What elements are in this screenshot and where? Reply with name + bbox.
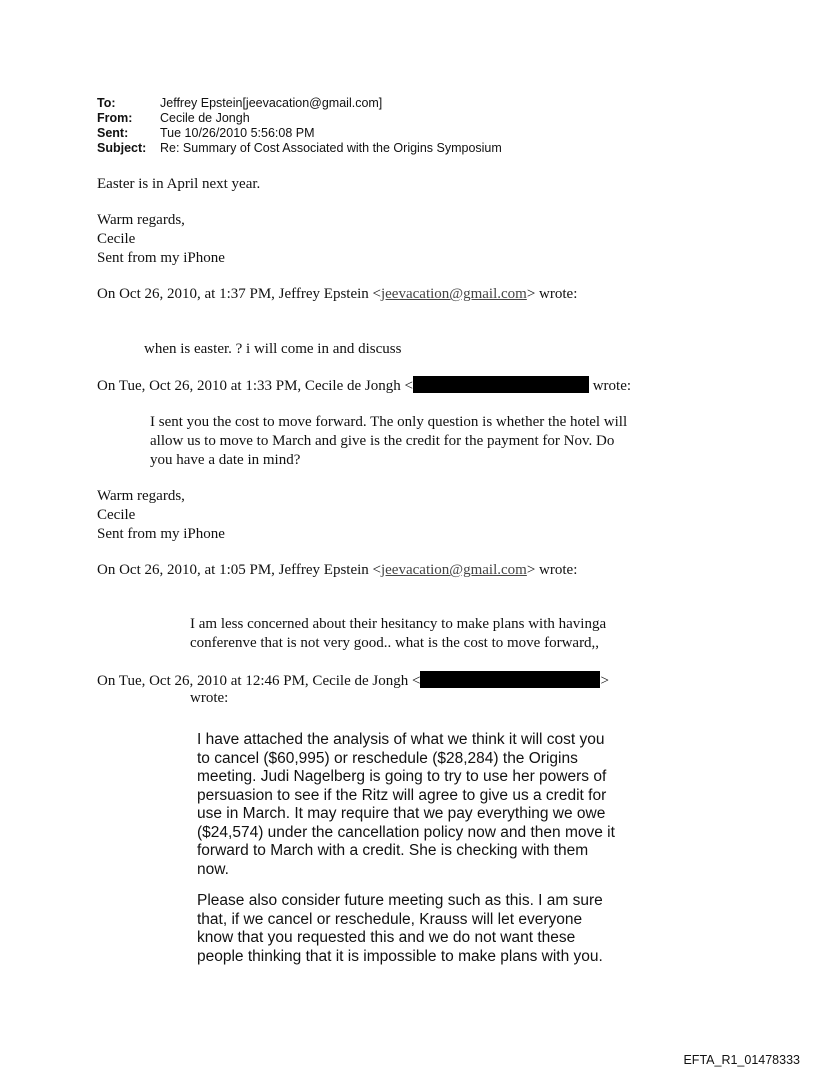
sent-row — [97, 126, 502, 141]
quote-paragraph — [197, 731, 615, 879]
attribution-text: > wrote: — [526, 286, 578, 302]
body-line: I have attached the analysis of what we think it will cost you — [197, 731, 605, 748]
quote-attribution — [97, 671, 609, 691]
quote-paragraph — [197, 892, 603, 966]
subject-label: Subject: — [97, 141, 147, 155]
body-line: I sent you the cost to move forward. The only question is whether the hotel will — [150, 414, 628, 430]
quote-attribution — [97, 285, 577, 304]
subject-row — [97, 141, 502, 156]
reply-body: Easter is in April next year. — [97, 176, 261, 192]
to-row — [97, 96, 502, 111]
quote-body: when is easter. ? i will come in and discuss — [144, 341, 402, 357]
to-value: Jeffrey Epstein[jeevacation@gmail.com] — [160, 96, 383, 110]
quote-attribution — [97, 376, 631, 396]
body-line: now. — [197, 860, 229, 878]
sign-regards: Warm regards, — [97, 212, 185, 228]
body-line: ($24,574) under the cancellation policy now and then move it — [197, 823, 615, 841]
from-row — [97, 111, 502, 126]
from-value: Cecile de Jongh — [160, 111, 250, 125]
attribution-text: On Oct 26, 2010, at 1:37 PM, Jeffrey Epstein < — [97, 286, 381, 302]
body-line: to cancel ($60,995) or reschedule ($28,284) the Origins — [197, 749, 578, 767]
signature — [97, 487, 225, 544]
sign-device: Sent from my iPhone — [97, 526, 225, 542]
body-line: Please also consider future meeting such as this. I am sure — [197, 892, 603, 909]
sign-device: Sent from my iPhone — [97, 250, 225, 266]
body-line: people thinking that it is impossible to make plans with you. — [197, 947, 603, 965]
body-line: use in March. It may require that we pay everything we owe — [197, 805, 606, 822]
body-line: you have a date in mind? — [150, 452, 301, 468]
attribution-wrote: wrote: — [190, 690, 229, 706]
quote-body — [190, 615, 606, 653]
body-line: know that you requested this and we do not want these — [197, 929, 576, 946]
sign-regards: Warm regards, — [97, 488, 185, 504]
email-link[interactable]: jeevacation@gmail.com — [380, 562, 527, 578]
body-line: persuasion to see if the Ritz will agree to give us a credit for — [197, 786, 607, 804]
subject-value: Re: Summary of Cost Associated with the Origins Symposium — [160, 141, 502, 155]
attribution-text: > — [600, 673, 609, 689]
body-line: forward to March with a credit. She is checking with them — [197, 842, 589, 859]
sent-label: Sent: — [97, 126, 129, 140]
attribution-text: > wrote: — [526, 562, 578, 578]
email-header — [97, 96, 502, 156]
body-line: allow us to move to March and give is the credit for the payment for Nov. Do — [150, 433, 615, 449]
redaction-box — [420, 671, 600, 688]
signature — [97, 211, 225, 268]
body-line: that, if we cancel or reschedule, Krauss will let everyone — [197, 910, 583, 928]
redaction-box — [413, 376, 589, 393]
bates-number: EFTA_R1_01478333 — [683, 1053, 800, 1067]
attribution-text: On Tue, Oct 26, 2010 at 1:33 PM, Cecile de Jongh < — [97, 378, 413, 394]
body-line: meeting. Judi Nagelberg is going to try to use her powers of — [197, 768, 607, 785]
body-line: conferenve that is not very good.. what is the cost to move forward,, — [190, 635, 600, 651]
attribution-text: wrote: — [588, 378, 632, 394]
quote-attribution — [97, 561, 577, 580]
sign-name: Cecile — [97, 507, 136, 523]
sent-value: Tue 10/26/2010 5:56:08 PM — [160, 126, 315, 140]
quote-body — [150, 413, 627, 470]
sign-name: Cecile — [97, 231, 136, 247]
attribution-text: On Oct 26, 2010, at 1:05 PM, Jeffrey Epstein < — [97, 562, 381, 578]
email-link[interactable]: jeevacation@gmail.com — [380, 286, 527, 302]
to-label: To: — [97, 96, 116, 110]
from-label: From: — [97, 111, 133, 125]
body-line: I am less concerned about their hesitancy to make plans with havinga — [190, 616, 607, 632]
attribution-text: On Tue, Oct 26, 2010 at 12:46 PM, Cecile de Jongh < — [97, 673, 421, 689]
